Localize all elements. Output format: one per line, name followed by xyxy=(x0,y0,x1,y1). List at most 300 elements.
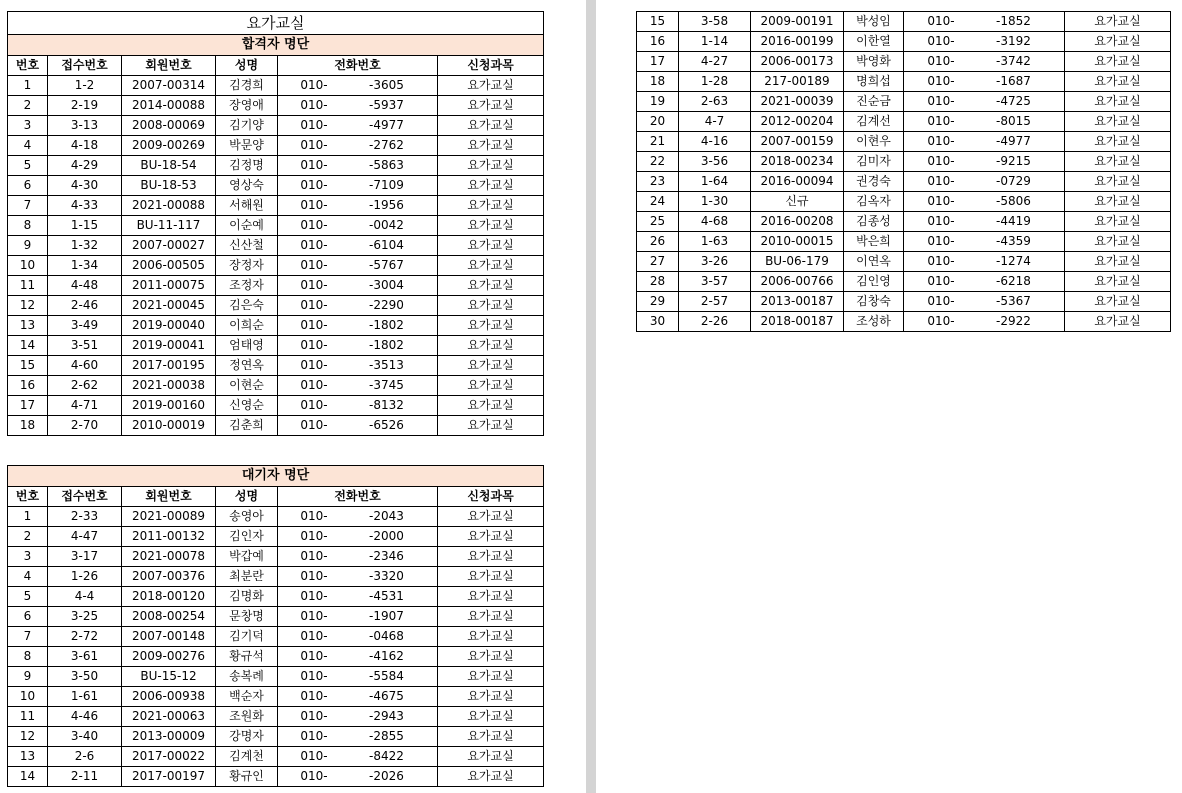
course-name: 요가교실 xyxy=(1065,252,1171,272)
receipt-number: 4-18 xyxy=(48,136,122,156)
member-name: 송영아 xyxy=(216,507,278,527)
phone-suffix: -5806 xyxy=(996,194,1031,208)
table-row xyxy=(8,547,544,567)
phone-number xyxy=(278,276,438,296)
phone-prefix: 010- xyxy=(300,318,328,332)
phone-prefix: 010- xyxy=(927,274,955,288)
phone-mask xyxy=(343,667,369,686)
phone-mask xyxy=(970,152,996,171)
row-number: 20 xyxy=(637,112,679,132)
phone-suffix: -7109 xyxy=(369,178,404,192)
phone-suffix: -2043 xyxy=(369,509,404,523)
member-number: 2014-00088 xyxy=(122,96,216,116)
course-name: 요가교실 xyxy=(438,176,544,196)
member-number: 2019-00041 xyxy=(122,336,216,356)
receipt-number: 3-50 xyxy=(48,667,122,687)
phone-suffix: -3192 xyxy=(996,34,1031,48)
receipt-number: 4-30 xyxy=(48,176,122,196)
member-name: 이현우 xyxy=(844,132,904,152)
phone-number xyxy=(278,727,438,747)
member-number: 2010-00019 xyxy=(122,416,216,436)
member-number: 2013-00009 xyxy=(122,727,216,747)
row-number: 17 xyxy=(8,396,48,416)
table-row xyxy=(8,567,544,587)
member-name: 진순금 xyxy=(844,92,904,112)
course-name: 요가교실 xyxy=(438,156,544,176)
phone-mask xyxy=(343,336,369,355)
phone-suffix: -4725 xyxy=(996,94,1031,108)
row-number: 1 xyxy=(8,76,48,96)
header-cell: 신청과목 xyxy=(438,56,544,76)
phone-number xyxy=(278,116,438,136)
phone-number xyxy=(278,216,438,236)
member-name: 장정자 xyxy=(216,256,278,276)
phone-suffix: -3745 xyxy=(369,378,404,392)
phone-number xyxy=(278,707,438,727)
course-name: 요가교실 xyxy=(438,256,544,276)
phone-mask xyxy=(343,727,369,746)
phone-prefix: 010- xyxy=(927,314,955,328)
receipt-number: 4-48 xyxy=(48,276,122,296)
receipt-number: 3-25 xyxy=(48,607,122,627)
course-name: 요가교실 xyxy=(1065,152,1171,172)
receipt-number: 4-47 xyxy=(48,527,122,547)
row-number: 24 xyxy=(637,192,679,212)
course-name: 요가교실 xyxy=(438,607,544,627)
member-name: 이연옥 xyxy=(844,252,904,272)
course-name: 요가교실 xyxy=(438,687,544,707)
waitlist-table xyxy=(7,465,544,787)
member-name: 김은숙 xyxy=(216,296,278,316)
receipt-number: 3-13 xyxy=(48,116,122,136)
table-row xyxy=(8,176,544,196)
phone-suffix: -0729 xyxy=(996,174,1031,188)
member-number: 2010-00015 xyxy=(751,232,844,252)
phone-prefix: 010- xyxy=(300,769,328,783)
phone-suffix: -3320 xyxy=(369,569,404,583)
course-name: 요가교실 xyxy=(1065,192,1171,212)
phone-mask xyxy=(343,507,369,526)
phone-number xyxy=(278,256,438,276)
table-row xyxy=(637,152,1171,172)
phone-number xyxy=(278,376,438,396)
row-number: 9 xyxy=(8,667,48,687)
receipt-number: 3-61 xyxy=(48,647,122,667)
member-name: 엄태영 xyxy=(216,336,278,356)
phone-mask xyxy=(343,567,369,586)
member-name: 김계천 xyxy=(216,747,278,767)
row-number: 28 xyxy=(637,272,679,292)
member-number: 2007-00376 xyxy=(122,567,216,587)
table-row xyxy=(637,52,1171,72)
row-number: 3 xyxy=(8,547,48,567)
page-title: 요가교실 xyxy=(8,12,544,35)
member-number: 2007-00148 xyxy=(122,627,216,647)
phone-mask xyxy=(343,587,369,606)
phone-suffix: -1956 xyxy=(369,198,404,212)
receipt-number: 2-46 xyxy=(48,296,122,316)
header-cell: 회원번호 xyxy=(122,487,216,507)
phone-mask xyxy=(970,312,996,331)
receipt-number: 4-16 xyxy=(679,132,751,152)
course-name: 요가교실 xyxy=(1065,172,1171,192)
receipt-number: 4-46 xyxy=(48,707,122,727)
phone-prefix: 010- xyxy=(300,118,328,132)
phone-prefix: 010- xyxy=(927,214,955,228)
row-number: 4 xyxy=(8,136,48,156)
phone-prefix: 010- xyxy=(300,238,328,252)
phone-number xyxy=(904,92,1065,112)
course-name: 요가교실 xyxy=(438,236,544,256)
phone-prefix: 010- xyxy=(300,378,328,392)
receipt-number: 1-15 xyxy=(48,216,122,236)
row-number: 8 xyxy=(8,216,48,236)
member-number: 2007-00314 xyxy=(122,76,216,96)
phone-number xyxy=(278,627,438,647)
course-name: 요가교실 xyxy=(438,707,544,727)
phone-suffix: -8132 xyxy=(369,398,404,412)
member-name: 박은희 xyxy=(844,232,904,252)
phone-number xyxy=(904,32,1065,52)
member-name: 장영애 xyxy=(216,96,278,116)
phone-suffix: -1687 xyxy=(996,74,1031,88)
receipt-number: 2-63 xyxy=(679,92,751,112)
member-number: 2006-00505 xyxy=(122,256,216,276)
member-name: 김옥자 xyxy=(844,192,904,212)
member-name: 이희순 xyxy=(216,316,278,336)
row-number: 18 xyxy=(8,416,48,436)
phone-prefix: 010- xyxy=(300,258,328,272)
phone-prefix: 010- xyxy=(300,298,328,312)
table-row xyxy=(637,232,1171,252)
receipt-number: 1-28 xyxy=(679,72,751,92)
header-cell: 신청과목 xyxy=(438,487,544,507)
phone-suffix: -2290 xyxy=(369,298,404,312)
member-name: 조원화 xyxy=(216,707,278,727)
member-number: 2021-00045 xyxy=(122,296,216,316)
phone-mask xyxy=(970,232,996,251)
course-name: 요가교실 xyxy=(438,396,544,416)
table-row xyxy=(8,356,544,376)
phone-suffix: -8015 xyxy=(996,114,1031,128)
phone-prefix: 010- xyxy=(927,14,955,28)
phone-number xyxy=(278,416,438,436)
phone-number xyxy=(278,96,438,116)
course-name: 요가교실 xyxy=(438,527,544,547)
table-row xyxy=(8,647,544,667)
receipt-number: 4-33 xyxy=(48,196,122,216)
table-row xyxy=(8,687,544,707)
member-name: 박문양 xyxy=(216,136,278,156)
phone-mask xyxy=(970,52,996,71)
phone-suffix: -6526 xyxy=(369,418,404,432)
table-row xyxy=(637,252,1171,272)
row-number: 14 xyxy=(8,767,48,787)
member-name: 김인자 xyxy=(216,527,278,547)
row-number: 11 xyxy=(8,707,48,727)
course-name: 요가교실 xyxy=(438,356,544,376)
course-name: 요가교실 xyxy=(438,416,544,436)
phone-number xyxy=(904,252,1065,272)
phone-mask xyxy=(343,607,369,626)
member-number: 2016-00208 xyxy=(751,212,844,232)
member-name: 신산철 xyxy=(216,236,278,256)
member-name: 이한열 xyxy=(844,32,904,52)
phone-mask xyxy=(343,547,369,566)
receipt-number: 1-30 xyxy=(679,192,751,212)
member-number: BU-06-179 xyxy=(751,252,844,272)
member-name: 강명자 xyxy=(216,727,278,747)
phone-suffix: -1907 xyxy=(369,609,404,623)
receipt-number: 4-29 xyxy=(48,156,122,176)
phone-number xyxy=(278,336,438,356)
phone-mask xyxy=(343,316,369,335)
member-number: BU-11-117 xyxy=(122,216,216,236)
member-name: 김기덕 xyxy=(216,627,278,647)
row-number: 14 xyxy=(8,336,48,356)
row-number: 13 xyxy=(8,747,48,767)
table-row xyxy=(8,336,544,356)
row-number: 9 xyxy=(8,236,48,256)
course-name: 요가교실 xyxy=(1065,132,1171,152)
phone-prefix: 010- xyxy=(300,569,328,583)
phone-suffix: -2922 xyxy=(996,314,1031,328)
receipt-number: 3-40 xyxy=(48,727,122,747)
course-name: 요가교실 xyxy=(438,196,544,216)
course-name: 요가교실 xyxy=(438,276,544,296)
phone-prefix: 010- xyxy=(300,358,328,372)
table-row xyxy=(8,396,544,416)
course-name: 요가교실 xyxy=(438,116,544,136)
header-cell: 번호 xyxy=(8,56,48,76)
phone-suffix: -1274 xyxy=(996,254,1031,268)
phone-number xyxy=(904,132,1065,152)
receipt-number: 1-61 xyxy=(48,687,122,707)
course-name: 요가교실 xyxy=(438,136,544,156)
phone-number xyxy=(278,547,438,567)
course-name: 요가교실 xyxy=(438,567,544,587)
phone-prefix: 010- xyxy=(300,78,328,92)
table-row xyxy=(637,112,1171,132)
phone-suffix: -4531 xyxy=(369,589,404,603)
phone-mask xyxy=(343,767,369,786)
table-row xyxy=(8,527,544,547)
passed-section-title: 합격자 명단 xyxy=(8,35,544,56)
table-row xyxy=(637,12,1171,32)
member-number: 2018-00187 xyxy=(751,312,844,332)
phone-prefix: 010- xyxy=(300,198,328,212)
phone-suffix: -5584 xyxy=(369,669,404,683)
member-number: 2011-00075 xyxy=(122,276,216,296)
table-row xyxy=(637,32,1171,52)
phone-number xyxy=(278,296,438,316)
phone-suffix: -3004 xyxy=(369,278,404,292)
receipt-number: 2-57 xyxy=(679,292,751,312)
phone-suffix: -1802 xyxy=(369,318,404,332)
phone-prefix: 010- xyxy=(300,338,328,352)
phone-mask xyxy=(343,216,369,235)
course-name: 요가교실 xyxy=(438,747,544,767)
phone-number xyxy=(278,136,438,156)
passed-header-row xyxy=(8,56,544,76)
phone-mask xyxy=(343,236,369,255)
row-number: 16 xyxy=(8,376,48,396)
row-number: 18 xyxy=(637,72,679,92)
row-number: 16 xyxy=(637,32,679,52)
phone-mask xyxy=(343,376,369,395)
receipt-number: 3-58 xyxy=(679,12,751,32)
table-row xyxy=(637,132,1171,152)
member-number: 2019-00040 xyxy=(122,316,216,336)
member-name: 박성임 xyxy=(844,12,904,32)
phone-prefix: 010- xyxy=(300,529,328,543)
course-name: 요가교실 xyxy=(438,667,544,687)
row-number: 7 xyxy=(8,196,48,216)
receipt-number: 2-6 xyxy=(48,747,122,767)
receipt-number: 1-64 xyxy=(679,172,751,192)
table-row xyxy=(8,116,544,136)
phone-number xyxy=(904,172,1065,192)
row-number: 22 xyxy=(637,152,679,172)
phone-mask xyxy=(343,276,369,295)
course-name: 요가교실 xyxy=(438,316,544,336)
course-name: 요가교실 xyxy=(1065,52,1171,72)
phone-prefix: 010- xyxy=(300,398,328,412)
phone-prefix: 010- xyxy=(300,709,328,723)
receipt-number: 1-34 xyxy=(48,256,122,276)
phone-mask xyxy=(343,296,369,315)
receipt-number: 2-62 xyxy=(48,376,122,396)
row-number: 30 xyxy=(637,312,679,332)
course-name: 요가교실 xyxy=(1065,72,1171,92)
member-number: 2016-00199 xyxy=(751,32,844,52)
phone-suffix: -3605 xyxy=(369,78,404,92)
waitlist-section-title: 대기자 명단 xyxy=(8,466,544,487)
phone-prefix: 010- xyxy=(927,134,955,148)
phone-mask xyxy=(343,396,369,415)
phone-mask xyxy=(970,112,996,131)
phone-number xyxy=(904,292,1065,312)
header-cell: 성명 xyxy=(216,487,278,507)
row-number: 19 xyxy=(637,92,679,112)
member-name: 김미자 xyxy=(844,152,904,172)
member-name: 김창숙 xyxy=(844,292,904,312)
member-number: 2017-00197 xyxy=(122,767,216,787)
member-number: BU-18-53 xyxy=(122,176,216,196)
row-number: 3 xyxy=(8,116,48,136)
table-row xyxy=(8,607,544,627)
receipt-number: 3-17 xyxy=(48,547,122,567)
phone-suffix: -5937 xyxy=(369,98,404,112)
phone-number xyxy=(278,527,438,547)
member-number: 2019-00160 xyxy=(122,396,216,416)
phone-suffix: -0468 xyxy=(369,629,404,643)
course-name: 요가교실 xyxy=(438,376,544,396)
row-number: 13 xyxy=(8,316,48,336)
phone-number xyxy=(904,52,1065,72)
header-cell: 번호 xyxy=(8,487,48,507)
row-number: 12 xyxy=(8,727,48,747)
page-gutter xyxy=(586,0,596,793)
phone-number xyxy=(278,176,438,196)
phone-prefix: 010- xyxy=(300,218,328,232)
receipt-number: 3-57 xyxy=(679,272,751,292)
phone-number xyxy=(278,667,438,687)
member-number: 2021-00063 xyxy=(122,707,216,727)
phone-number xyxy=(278,76,438,96)
course-name: 요가교실 xyxy=(1065,312,1171,332)
table-row xyxy=(8,236,544,256)
phone-prefix: 010- xyxy=(927,74,955,88)
phone-number xyxy=(278,607,438,627)
phone-suffix: -9215 xyxy=(996,154,1031,168)
phone-number xyxy=(278,767,438,787)
member-name: 김종성 xyxy=(844,212,904,232)
member-name: 영상숙 xyxy=(216,176,278,196)
member-name: 백순자 xyxy=(216,687,278,707)
table-row xyxy=(8,747,544,767)
header-cell: 접수번호 xyxy=(48,56,122,76)
row-number: 2 xyxy=(8,96,48,116)
row-number: 6 xyxy=(8,607,48,627)
member-name: 명희섭 xyxy=(844,72,904,92)
receipt-number: 2-72 xyxy=(48,627,122,647)
member-name: 황규인 xyxy=(216,767,278,787)
course-name: 요가교실 xyxy=(438,767,544,787)
phone-number xyxy=(278,156,438,176)
table-row xyxy=(8,767,544,787)
course-name: 요가교실 xyxy=(1065,112,1171,132)
phone-suffix: -5767 xyxy=(369,258,404,272)
phone-prefix: 010- xyxy=(927,234,955,248)
member-name: 정연옥 xyxy=(216,356,278,376)
phone-suffix: -4359 xyxy=(996,234,1031,248)
row-number: 6 xyxy=(8,176,48,196)
receipt-number: 2-26 xyxy=(679,312,751,332)
phone-prefix: 010- xyxy=(927,154,955,168)
phone-prefix: 010- xyxy=(300,178,328,192)
phone-prefix: 010- xyxy=(300,158,328,172)
member-name: 김계선 xyxy=(844,112,904,132)
phone-mask xyxy=(970,92,996,111)
phone-number xyxy=(904,192,1065,212)
phone-prefix: 010- xyxy=(300,629,328,643)
member-name: 박영화 xyxy=(844,52,904,72)
receipt-number: 4-60 xyxy=(48,356,122,376)
phone-prefix: 010- xyxy=(300,549,328,563)
member-number: 2012-00204 xyxy=(751,112,844,132)
phone-number xyxy=(278,507,438,527)
member-number: 2007-00027 xyxy=(122,236,216,256)
phone-number xyxy=(904,272,1065,292)
course-name: 요가교실 xyxy=(1065,32,1171,52)
phone-prefix: 010- xyxy=(300,138,328,152)
phone-suffix: -2943 xyxy=(369,709,404,723)
course-name: 요가교실 xyxy=(438,296,544,316)
phone-number xyxy=(278,687,438,707)
row-number: 5 xyxy=(8,156,48,176)
receipt-number: 4-4 xyxy=(48,587,122,607)
phone-suffix: -1802 xyxy=(369,338,404,352)
course-name: 요가교실 xyxy=(438,547,544,567)
phone-prefix: 010- xyxy=(927,54,955,68)
phone-suffix: -4419 xyxy=(996,214,1031,228)
receipt-number: 4-68 xyxy=(679,212,751,232)
row-number: 10 xyxy=(8,256,48,276)
phone-prefix: 010- xyxy=(300,749,328,763)
table-row xyxy=(8,296,544,316)
member-number: 2013-00187 xyxy=(751,292,844,312)
